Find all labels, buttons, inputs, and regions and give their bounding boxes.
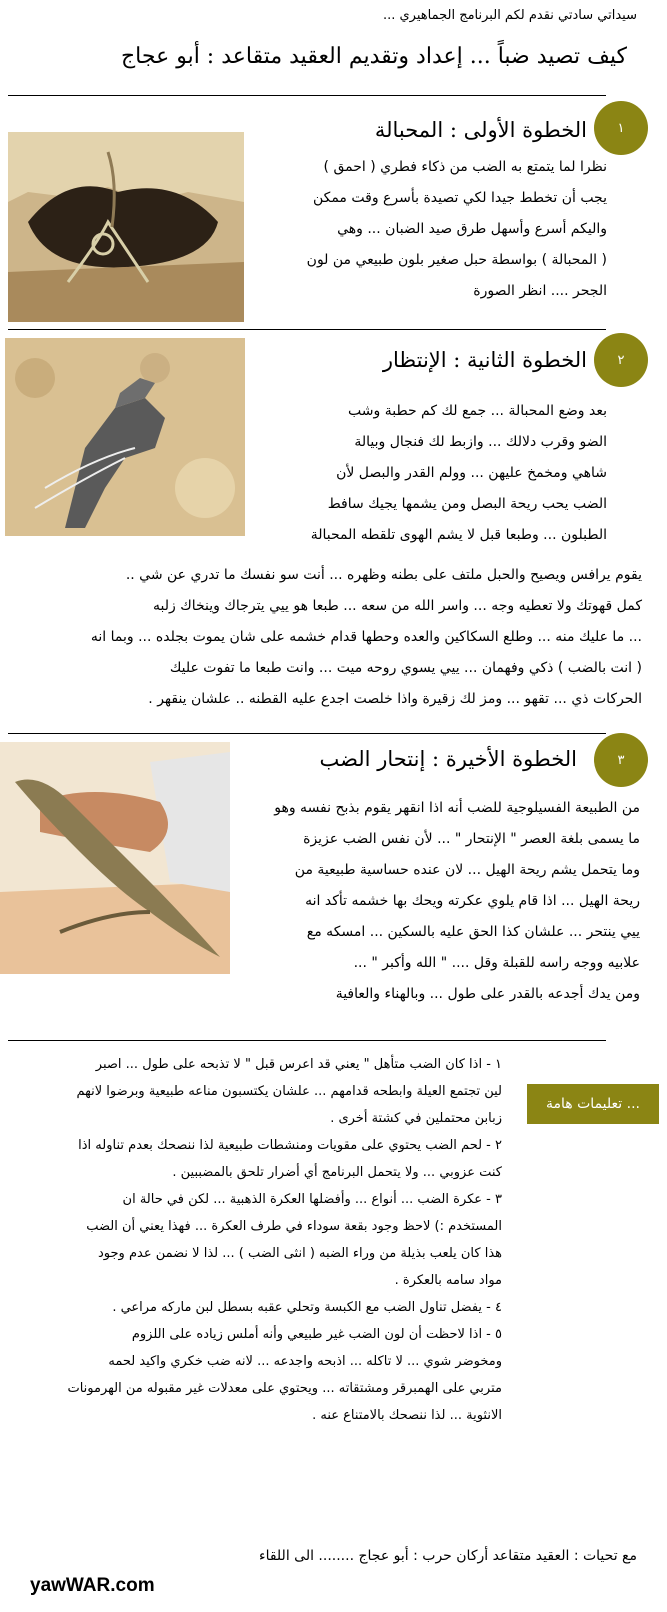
step-1-number-badge: ١ (594, 101, 648, 155)
important-notes-list (7, 1051, 502, 1429)
step-2-text-long (2, 560, 642, 715)
step-2-line: بعد وضع المحبالة ... جمع لك كم حطبة وشب (348, 403, 607, 419)
note-line: متربي على الهمبرقر ومشتقاته ... ويحتوي على معدلات غير مقبوله من الهرمونات (67, 1381, 502, 1396)
step-2-line: ... ما عليك منه ... وطلع السكاكين والعده وحطها قدام خشمه على شان يموت بجلده ... وبما انه (90, 629, 642, 645)
step-1-text (307, 152, 607, 307)
step-2-line: الضب يحب ريحة البصل ومن يشمها يجيك سافط (327, 496, 607, 512)
signature-line: مع تحيات : العقيد متقاعد أركان حرب : أبو عجاج ........ الى اللقاء (258, 1548, 637, 1564)
note-line: ٢ - لحم الضب يحتوي على مقويات ومنشطات طبيعية لذا ننصحك بعدم تناوله اذا (78, 1138, 502, 1153)
step-3-line: وما يتحمل يشم ريحة الهيل ... لان عنده حساسية طبيعية من (294, 862, 640, 878)
step-2-line: الحركات ذي ... تقهو ... ومز لك زقيرة واذا خلصت اجدع عليه القطنه .. علشان ينقهر . (148, 691, 642, 707)
note-line: ١ - اذا كان الضب متأهل " يعني قد اعرس قبل " لا تذبحه على طول ... اصبر (95, 1057, 502, 1072)
note-line: ٥ - اذا لاحظت أن لون الضب غير طبيعي وأنه أملس زياده على اللزوم (131, 1327, 502, 1342)
step-2-line: يقوم يرافس ويصيح والحبل ملتف على بطنه وظهره ... أنت سو نفسك ما تدري عن شي .. (125, 567, 642, 583)
step-3-line: ما يسمى بلغة العصر " الإنتحار " ... لأن نفس الضب عزيزة (303, 831, 640, 847)
note-line: الانثوية ... لذا ننصحك بالامتناع عنه . (312, 1408, 502, 1423)
step-2-photo-trapped-lizard (5, 338, 245, 536)
step-3-line: ريحة الهيل ... اذا قام يلوي عكرته ويحك بها خشمه تأكد انه (305, 893, 640, 909)
step-1-line: نظرا لما يتمتع به الضب من ذكاء فطري ( احمق ) (323, 159, 607, 175)
step-2-line: كمل قهوتك ولا تعطيه وجه ... واسر الله من سعه ... طبعا هو ييي يترجاك وينخاك زلبه (153, 598, 642, 614)
trapped-lizard-illustration (5, 338, 245, 536)
note-line: هذا كان يلعب بذيلة من وراء الضبه ( انثى الضب ) ... لذا لا نضمن عدم وجود (98, 1246, 502, 1261)
note-line: زبابن محتملين في كشتة أخرى . (330, 1111, 502, 1126)
note-line: ٤ - يفضل تناول الضب مع الكبسة وتحلي عقبه بسطل لبن ماركه مراعي . (112, 1300, 502, 1315)
page-title: كيف تصيد ضباً ... إعداد وتقديم العقيد متقاعد : أبو عجاج (120, 44, 627, 69)
step-2-line: الضو وقرب دلالك ... وازبط لك فنجال وبيالة (354, 434, 607, 450)
hand-lizard-illustration (0, 742, 230, 974)
step-2-title: الخطوة الثانية : الإنتظار (382, 348, 587, 372)
divider (8, 329, 606, 330)
important-notes-label: تعليمات هامة ... (527, 1084, 659, 1124)
step-3-number-badge: ٣ (594, 733, 648, 787)
step-3-line: علابيه ووجه راسه للقبلة وقل .... " الله وأكبر " ... (353, 955, 640, 971)
step-2-line: ( انت بالضب ) ذكي وفهمان ... ييي يسوي روحه ميت ... وانت طبعا ما تفوت عليك (169, 660, 642, 676)
step-2-line: الطبلون ... وطبعا قبل لا يشم الهوى تلقطه المحبالة (310, 527, 607, 543)
step-1-photo-burrow-trap (8, 132, 244, 322)
step-3-photo-hand-holding-lizard (0, 742, 230, 974)
step-2-text-short (311, 396, 607, 551)
note-line: مواد سامه بالعكرة . (394, 1273, 502, 1288)
step-2-number-badge: ٢ (594, 333, 648, 387)
note-line: المستخدم :) لاحظ وجود بقعة سوداء في طرف العكرة ... فهذا يعني أن الضب (86, 1219, 502, 1234)
step-3-line: ييي ينتحر ... علشان كذا الحق عليه بالسكين ... امسكه مع (306, 924, 640, 940)
divider (8, 1040, 606, 1041)
step-1-line: يجب أن تخطط جيدا لكي تصيدة بأسرع وقت ممكن (312, 190, 607, 206)
step-1-line: ( المحبالة ) بواسطة حبل صغير بلون طبيعي من لون (306, 252, 607, 268)
step-1-title: الخطوة الأولى : المحبالة (374, 118, 587, 142)
step-3-line: ومن يدك أجدعه بالقدر على طول ... وبالهناء والعافية (335, 986, 640, 1002)
note-line: ٣ - عكرة الضب ... أنواع ... وأفضلها العكرة الذهبية ... لكن في حالة ان (122, 1192, 502, 1207)
note-line: لين تجتمع العيلة وابطحه قدامهم ... علشان يكتسبون مناعه طبيعية وبرضوا لانهم (76, 1084, 502, 1099)
step-1-line: الجحر .... انظر الصورة (473, 283, 607, 299)
note-line: كنت عزوبي ... ولا يتحمل البرنامج أي أضرار تلحق بالمضببين . (172, 1165, 502, 1180)
site-logo: yawWAR.com (30, 1575, 155, 1596)
intro-line: سيداتي سادتي نقدم لكم البرنامج الجماهيري ... (382, 8, 637, 23)
step-2-line: شاهي ومخمخ عليهن ... وولم القدر والبصل لأن (336, 465, 607, 481)
step-1-line: واليكم أسرع وأسهل طرق صيد الضبان ... وهي (337, 221, 607, 237)
divider (8, 95, 606, 96)
step-3-title: الخطوة الأخيرة : إنتحار الضب (319, 747, 577, 771)
step-3-text (274, 793, 640, 1010)
burrow-trap-illustration (8, 132, 244, 322)
note-line: ومخوضر شوي ... لا تاكله ... اذبحه واجدعه ... لانه ضب خكري واكيد لحمه (108, 1354, 502, 1369)
step-3-line: من الطبيعة الفسيلوجية للضب أنه اذا انقهر يقوم بذبح نفسه وهو (274, 800, 640, 816)
divider (8, 733, 606, 734)
